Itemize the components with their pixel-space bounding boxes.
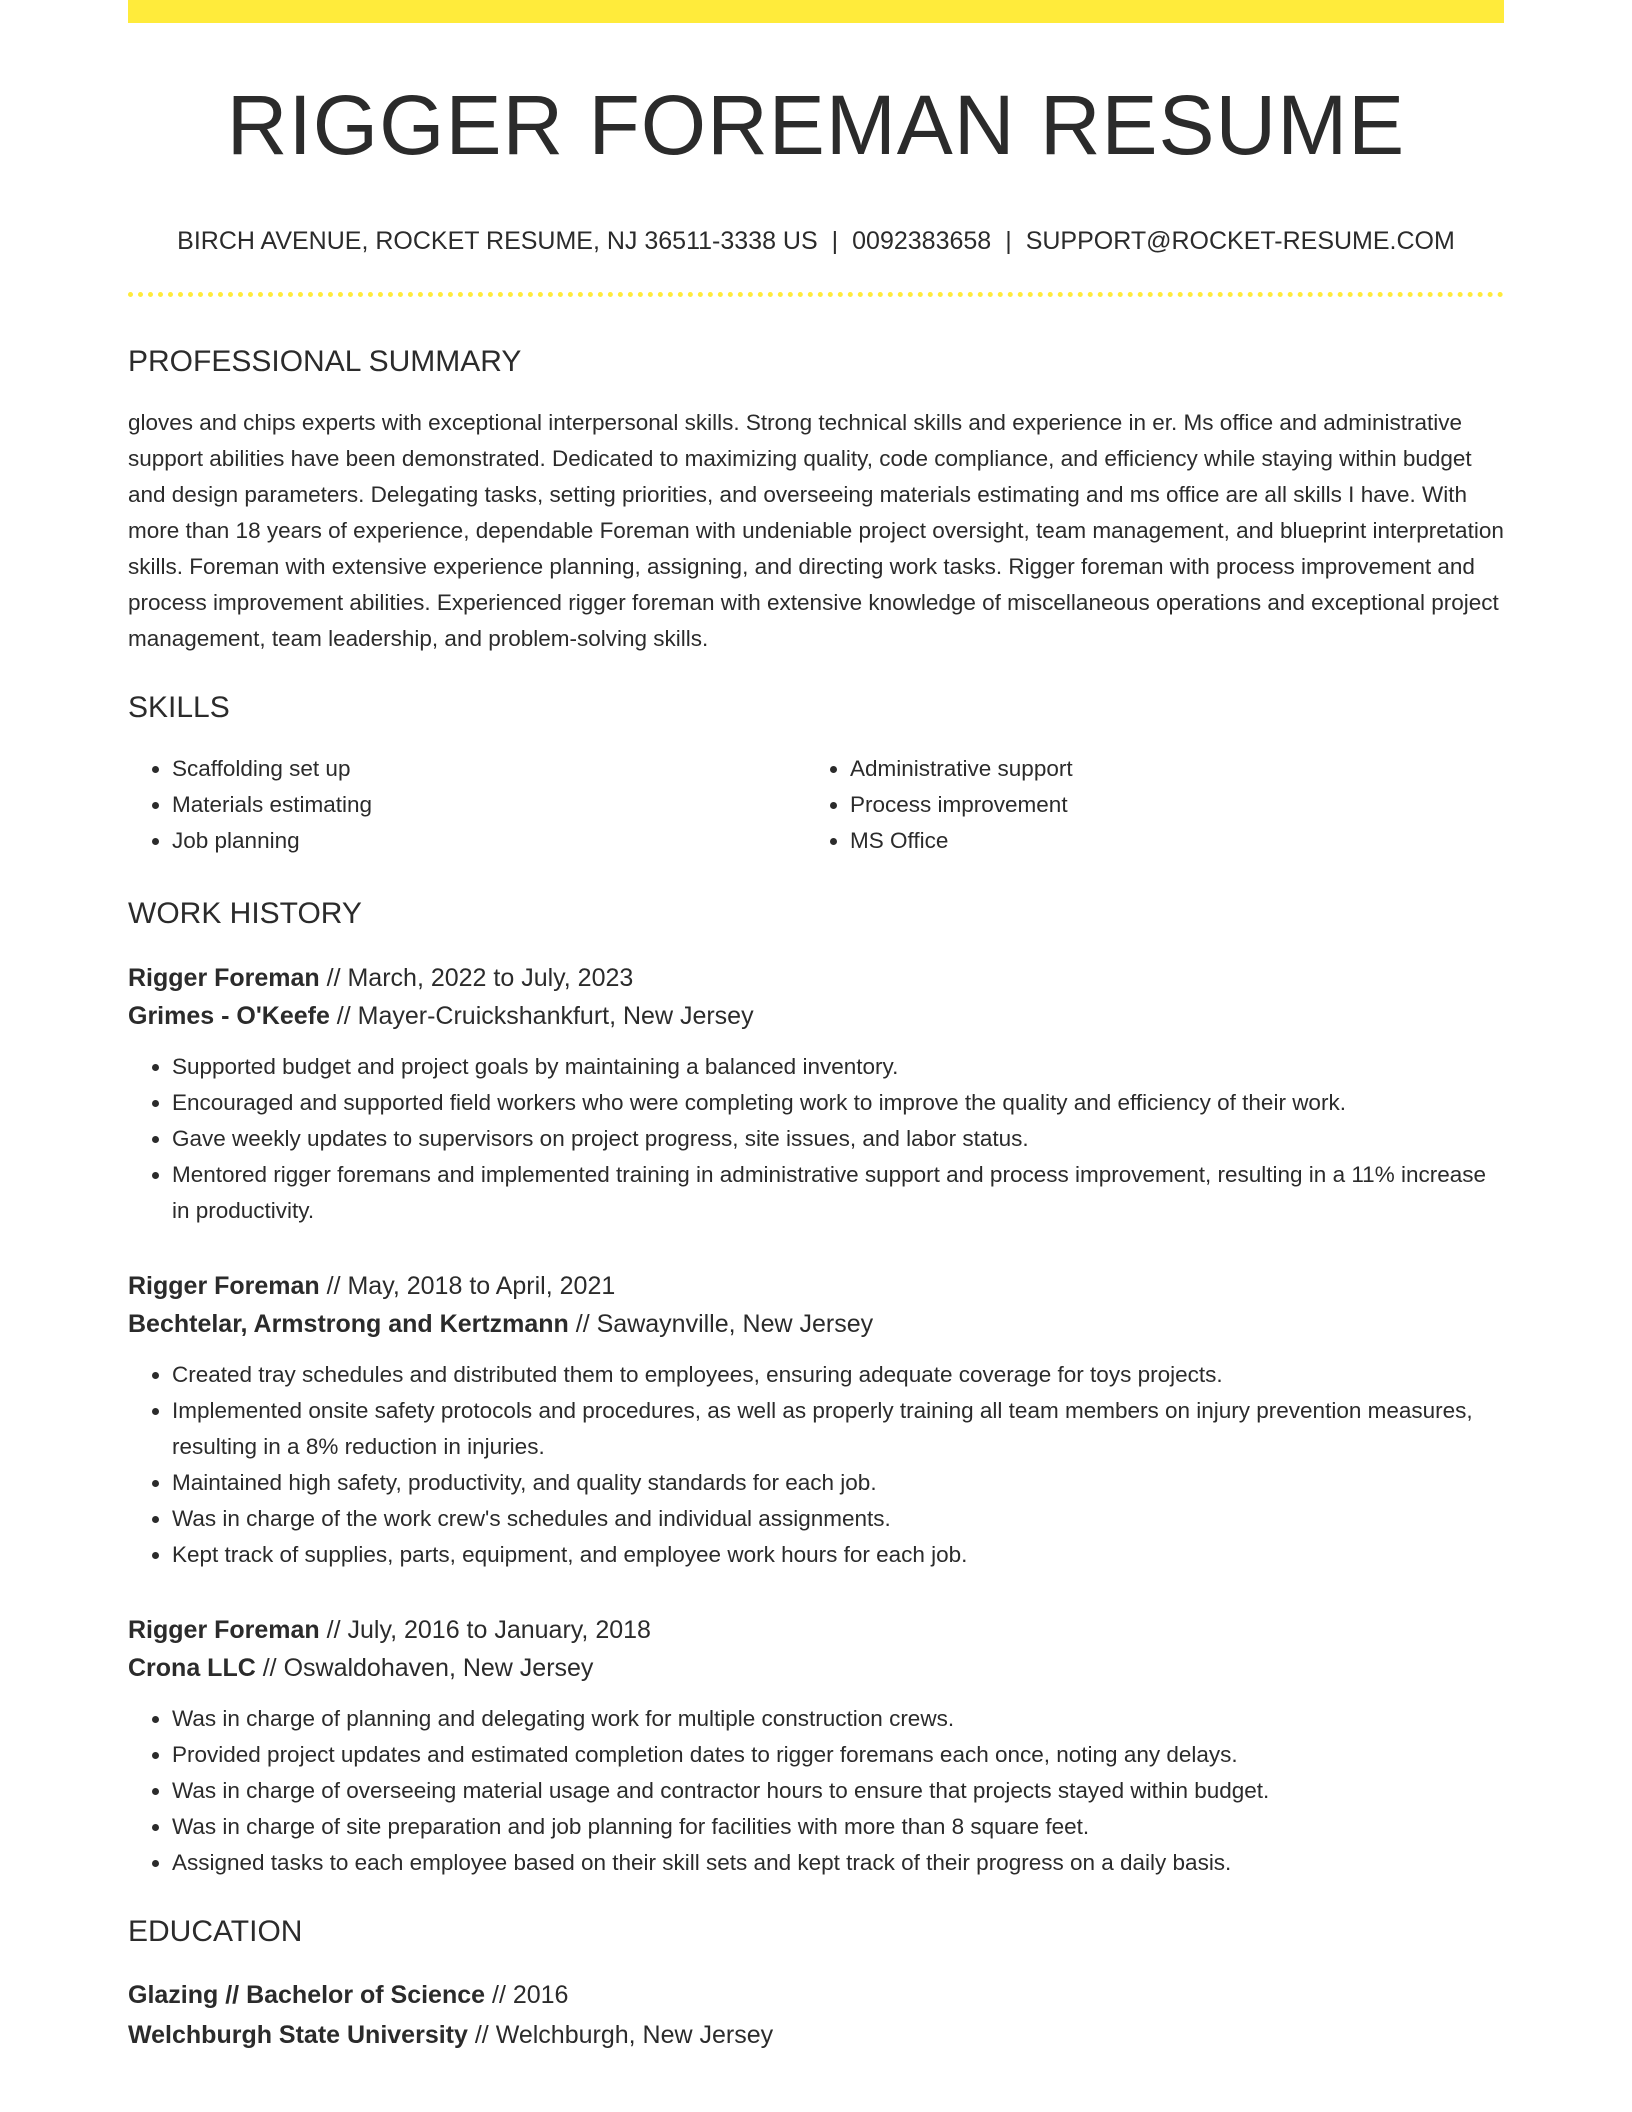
job-bullet: • Implemented onsite safety protocols and procedures, as well as properly training all team members on injury prevention measures, resulting in a 8% reduction in injuries. [172,1393,1504,1465]
job-company: Grimes - O'Keefe [128,1002,330,1030]
contact-line [128,229,1504,254]
job-bullet: • Was in charge of the work crew's schedules and individual assignments. [172,1501,1504,1537]
accent-bar [128,0,1504,23]
skills-column-right [806,751,1484,859]
job-bullet: • Assigned tasks to each employee based on their skill sets and kept track of their progress on a daily basis. [172,1845,1504,1881]
dotted-divider [128,292,1504,297]
resume-title: RIGGER FOREMAN RESUME [226,78,1406,172]
contact-separator: | [831,227,839,255]
job-company-line [128,997,1504,1035]
job-entry [128,959,1504,1229]
job-dates: // March, 2022 to July, 2023 [319,964,634,992]
job-bullet: • Maintained high safety, productivity, and quality standards for each job. [172,1465,1504,1501]
job-role-line [128,1267,1504,1305]
job-location: // Oswaldohaven, New Jersey [255,1654,594,1682]
education-year: // 2016 [485,1981,569,2009]
summary-text: gloves and chips experts with exceptional interpersonal skills. Strong technical skills and experience in er. Ms office and administrative support abilities have been demonstrated. Dedicated to maximizing quality, code compliance, and efficiency while staying within budget and design parameters. Delegating tasks, setting priorities, and overseeing materials estimating and ms office are all skills I have. With more than 18 years of experience, dependable Foreman with undeniable project oversight, team management, and blueprint interpretation skills. Foreman with extensive experience planning, assigning, and directing work tasks. Rigger foreman with process improvement and process improvement abilities. Experienced rigger foreman with extensive knowledge of miscellaneous operations and exceptional project management, team leadership, and problem-solving skills. [128,410,1504,651]
contact-address: BIRCH AVENUE, ROCKET RESUME, NJ 36511-3338 US [177,227,818,255]
job-dates: // July, 2016 to January, 2018 [319,1616,651,1644]
job-bullet: • Encouraged and supported field workers who were completing work to improve the quality and efficiency of their work. [172,1085,1504,1121]
skill-item: • Process improvement [850,787,1484,823]
skill-item: • MS Office [850,823,1484,859]
job-entry [128,1611,1504,1881]
education-location: // Welchburgh, New Jersey [467,2021,774,2049]
job-bullet: • Created tray schedules and distributed them to employees, ensuring adequate coverage for toys projects. [172,1357,1504,1393]
job-bullet: • Kept track of supplies, parts, equipment, and employee work hours for each job. [172,1537,1504,1573]
job-bullet: • Provided project updates and estimated completion dates to rigger foremans each once, noting any delays. [172,1737,1504,1773]
job-role: Rigger Foreman [128,964,320,992]
skill-item: • Job planning [172,823,806,859]
skills-list [128,751,1504,859]
education-entry [128,1975,1504,2055]
education-school-line [128,2015,1504,2055]
contact-email[interactable]: SUPPORT@ROCKET-RESUME.COM [1025,227,1455,255]
job-bullets [128,1701,1504,1881]
job-bullet: • Was in charge of site preparation and job planning for facilities with more than 8 square feet. [172,1809,1504,1845]
job-location: // Sawaynville, New Jersey [568,1310,874,1338]
job-bullet: • Was in charge of planning and delegating work for multiple construction crews. [172,1701,1504,1737]
job-bullet: • Supported budget and project goals by maintaining a balanced inventory. [172,1049,1504,1085]
job-role-line [128,1611,1504,1649]
job-location: // Mayer-Cruickshankfurt, New Jersey [329,1002,754,1030]
summary-heading: PROFESSIONAL SUMMARY [128,345,522,378]
job-company-line [128,1649,1504,1687]
education-school: Welchburgh State University [128,2021,468,2049]
education-degree-line [128,1975,1504,2015]
job-bullets [128,1357,1504,1573]
job-dates: // May, 2018 to April, 2021 [319,1272,616,1300]
skills-column-left [128,751,806,859]
skill-item: • Materials estimating [172,787,806,823]
job-role-line [128,959,1504,997]
work-history-heading: WORK HISTORY [128,897,362,930]
skill-item: • Administrative support [850,751,1484,787]
contact-phone: 0092383658 [852,227,992,255]
job-role: Rigger Foreman [128,1272,320,1300]
contact-separator: | [1005,227,1012,255]
education-heading: EDUCATION [128,1915,303,1948]
job-entry [128,1267,1504,1573]
education-degree: Glazing // Bachelor of Science [128,1981,486,2009]
resume-page [128,0,1504,2055]
job-role: Rigger Foreman [128,1616,320,1644]
job-company-line [128,1305,1504,1343]
job-bullet: • Gave weekly updates to supervisors on project progress, site issues, and labor status. [172,1121,1504,1157]
job-bullet: • Mentored rigger foremans and implemented training in administrative support and process improvement, resulting in a 11% increase in productivity. [172,1157,1504,1229]
job-bullets [128,1049,1504,1229]
job-company: Crona LLC [128,1654,256,1682]
skills-heading: SKILLS [128,691,230,724]
job-company: Bechtelar, Armstrong and Kertzmann [128,1310,569,1338]
skill-item: • Scaffolding set up [172,751,806,787]
job-bullet: • Was in charge of overseeing material usage and contractor hours to ensure that projects stayed within budget. [172,1773,1504,1809]
